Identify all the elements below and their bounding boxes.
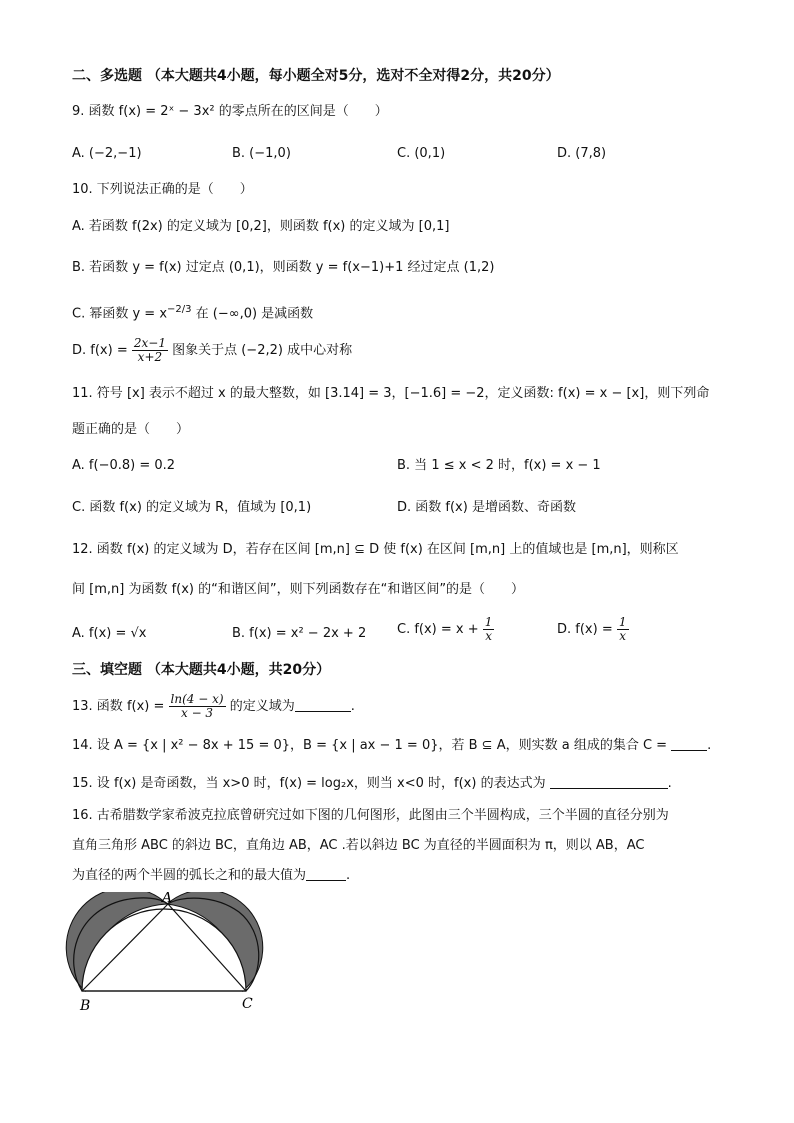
question-11-option-d: D. 函数 f(x) 是增函数、奇函数 [397,500,576,515]
question-15-text: 15. 设 f(x) 是奇函数，当 x>0 时，f(x) = log₂x，则当 x<0 时，f(x) 的表达式为 [72,776,546,791]
question-12-option-d [557,615,629,645]
question-9-option-b: B. (−1,0) [232,146,291,161]
question-10-option-d-fraction [132,337,168,364]
vertex-label-b: B [80,998,91,1014]
question-16-line-1: 16. 古希腊数学家希波克拉底曾研究过如下图的几何图形，此图由三个半圆构成，三个半圆的直径分别为 [72,808,669,823]
fraction-numerator: 1 [484,615,493,629]
question-12-option-a: A. f(x) = √x [72,626,147,641]
question-14 [72,736,722,756]
question-13 [72,692,722,722]
question-9-option-c: C. (0,1) [397,146,446,161]
question-12-option-b: B. f(x) = x² − 2x + 2 [232,626,367,641]
question-15-answer-blank[interactable] [550,774,668,789]
fraction-numerator: ln(4 − x) [170,692,224,706]
question-10-option-c-tail: 在 (−∞,0) 是减函数 [191,306,314,322]
question-11-option-a: A. f(−0.8) = 0.2 [72,458,176,473]
question-13-tail: 的定义域为 [229,699,295,714]
question-14-text: 14. 设 A = {x | x² − 8x + 15 = 0}，B = {x | ax − 1 = 0}，若 B ⊆ A，则实数 a 组成的集合 C = [72,738,668,753]
question-16-answer-blank[interactable] [306,866,346,881]
question-13-answer-blank[interactable] [295,697,351,712]
question-14-period: . [707,738,712,753]
question-10-option-d-lead: D. f(x) = [72,343,128,358]
question-9-stem: 9. 函数 f(x) = 2ˣ − 3x² 的零点所在的区间是（ ） [72,104,388,119]
question-16-period: . [346,868,351,883]
question-13-lead: 13. 函数 f(x) = [72,699,165,714]
question-15-period: . [667,776,672,791]
question-12-option-d-fraction [617,616,629,643]
question-10-option-b: B. 若函数 y = f(x) 过定点 (0,1)，则函数 y = f(x−1)+1 经过定点 (1,2) [72,260,495,275]
question-10-option-d-tail: 图象关于点 (−2,2) 成中心对称 [172,343,353,358]
question-12-option-c-fraction [483,616,495,643]
question-16-line-3 [72,866,722,886]
section-heading-multiple-choice: 二、多选题 （本大题共4小题，每小题全对5分，选对不全对得2分，共20分） [72,68,560,84]
question-11-option-c: C. 函数 f(x) 的定义域为 R，值域为 [0,1) [72,500,312,515]
question-10-option-d [72,336,722,366]
question-13-fraction [169,693,226,720]
fraction-denominator: x − 3 [180,706,214,720]
question-12-stem-line-2: 间 [m,n] 为函数 f(x) 的“和谐区间”，则下列函数存在“和谐区间”的是（ ） [72,582,525,597]
question-13-period: . [350,699,355,714]
question-12-option-c [397,615,494,645]
section-heading-fill-in: 三、填空题 （本大题共4小题，共20分） [72,662,331,678]
question-11-stem-line-1: 11. 符号 [x] 表示不超过 x 的最大整数，如 [3.14] = 3，[−1.6] = −2，定义函数: f(x) = x − [x]，则下列命 [72,386,710,401]
question-10-option-a: A. 若函数 f(2x) 的定义域为 [0,2]，则函数 f(x) 的定义域为 [0,1] [72,219,450,234]
hippocrates-lunes-figure [64,892,270,1016]
question-10-stem: 10. 下列说法正确的是（ ） [72,182,253,197]
fraction-numerator: 1 [618,615,627,629]
question-12-option-c-lead: C. f(x) = x + [397,622,479,637]
question-15 [72,774,722,794]
question-12-stem-line-1: 12. 函数 f(x) 的定义域为 D，若存在区间 [m,n] ⊆ D 使 f(x) 在区间 [m,n] 上的值域也是 [m,n]，则称区 [72,542,679,557]
question-14-answer-blank[interactable] [671,736,707,751]
fraction-numerator: 2x−1 [133,336,166,350]
question-10-option-c-exponent: −2/3 [167,304,192,315]
question-12-option-d-lead: D. f(x) = [557,622,613,637]
question-10-option-c [72,300,722,324]
question-16-line-3-text: 为直径的两个半圆的弧长之和的最大值为 [72,868,307,883]
fraction-denominator: x+2 [137,350,163,364]
vertex-label-a: A [162,892,173,906]
question-11-option-b: B. 当 1 ≤ x < 2 时，f(x) = x − 1 [397,458,601,473]
question-9-option-a: A. (−2,−1) [72,146,142,161]
question-10-option-c-base: C. 幂函数 y = x [72,306,168,322]
question-11-stem-line-2: 题正确的是（ ） [72,422,190,437]
question-9-option-d: D. (7,8) [557,146,607,161]
question-16-line-2: 直角三角形 ABC 的斜边 BC，直角边 AB，AC .若以斜边 BC 为直径的半圆面积为 π，则以 AB，AC [72,838,645,853]
fraction-denominator: x [619,629,627,643]
fraction-denominator: x [485,629,492,643]
vertex-label-c: C [242,996,253,1012]
